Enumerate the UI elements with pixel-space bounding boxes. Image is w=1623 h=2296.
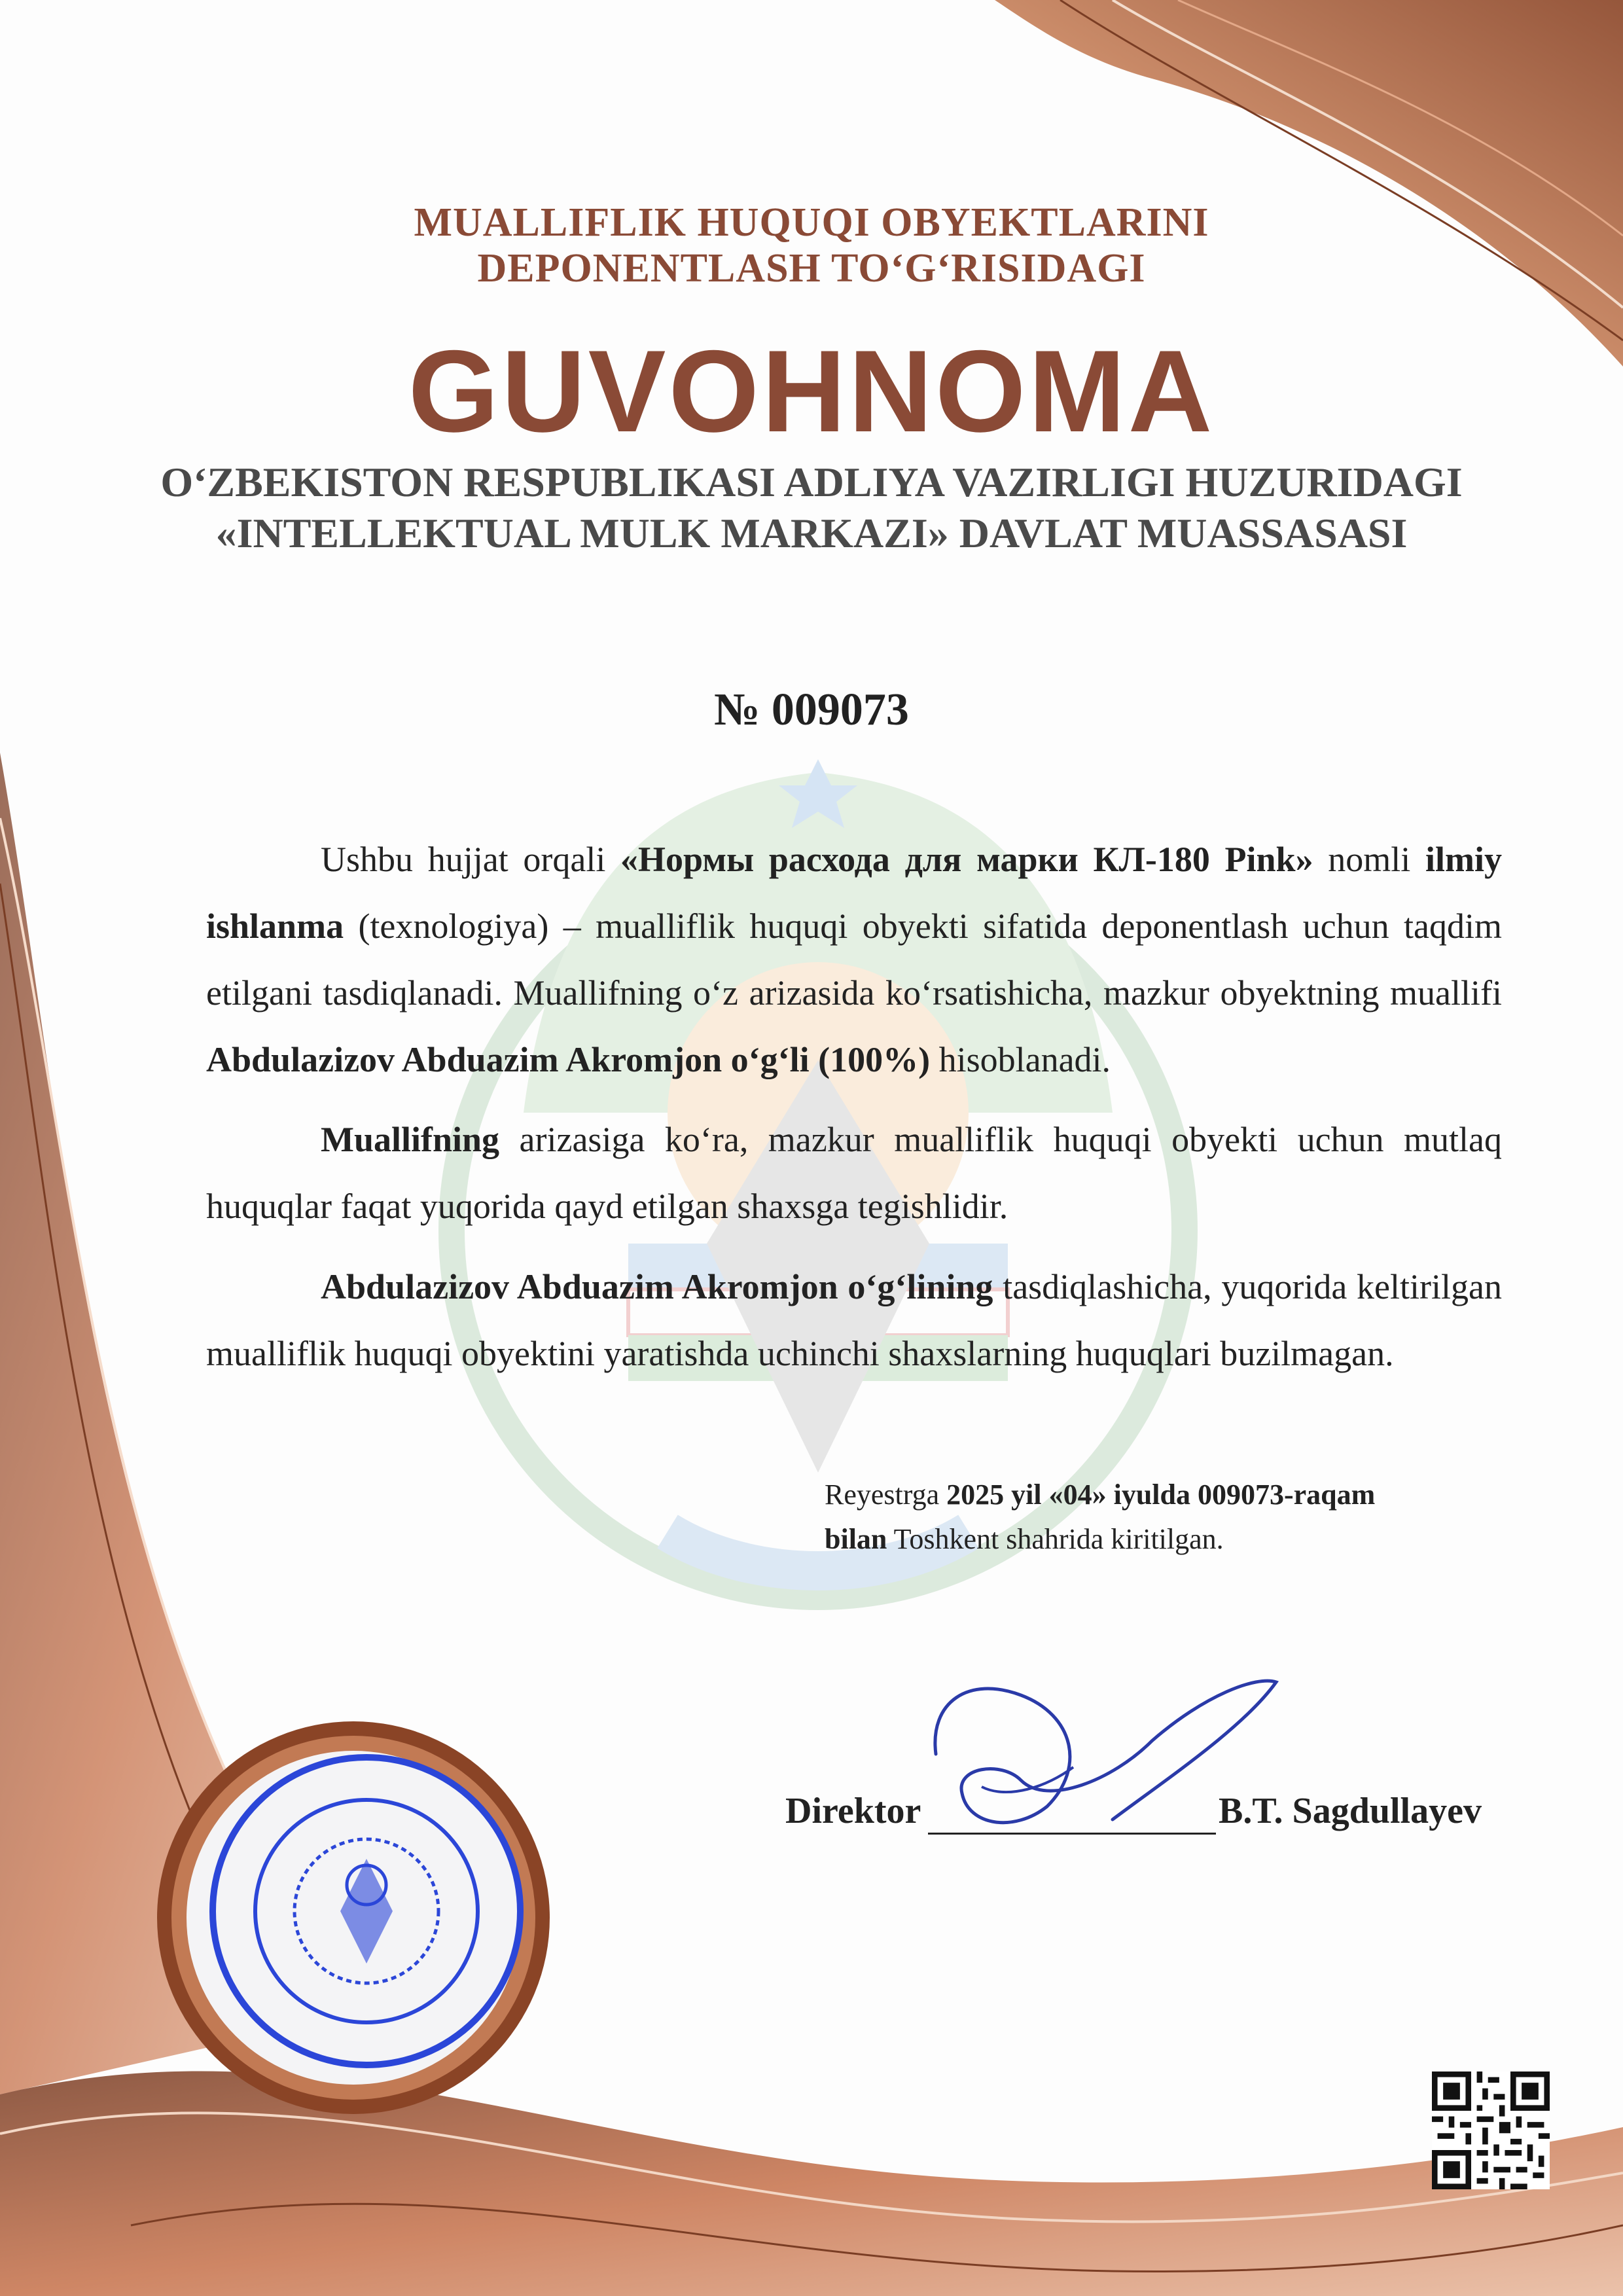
work-type: ilmiy ishlanma — [206, 840, 1502, 946]
p2-text: arizasiga ko‘ra, mazkur mualliflik huquqi obyekti uchun mutlaq huquqlar faqat yuqorida qayd etilgan shaxsga tegishlidir. — [206, 1120, 1502, 1226]
paragraph-1 — [206, 826, 1502, 1093]
director-label: Direktor — [785, 1791, 921, 1831]
p3-text: tasdiqlashicha, yuqorida keltirilgan mualliflik huquqi obyektini yaratishda uchinchi shaxslarning huquqlari buzilmagan. — [206, 1267, 1502, 1373]
registry-date: 2025 yil «04» iyulda 009073-raqam — [946, 1479, 1376, 1511]
p1-text-d: hisoblanadi. — [930, 1040, 1111, 1079]
author-name: Abdulazizov Abduazim Akromjon o‘g‘li (100%) — [206, 1040, 931, 1079]
registry-note — [825, 1473, 1479, 1562]
p2-bold: Muallifning — [321, 1120, 500, 1159]
organization-line-1: O‘ZBEKISTON RESPUBLIKASI ADLIYA VAZIRLIGI HUZURIDAGI — [160, 459, 1463, 505]
top-right-swoosh — [995, 0, 1623, 367]
registry-prefix: Reyestrga — [825, 1479, 947, 1511]
p3-bold: Abdulazizov Abduazim Akromjon o‘g‘lining — [321, 1267, 993, 1306]
p1-text-c: (texnologiya) – mualliflik huquqi obyekti sifatida deponentlash uchun taqdim etilgani tasdiqlanadi. Muallifning o‘z arizasida ko‘rsatishicha, mazkur obyektning muallifi — [206, 906, 1502, 1013]
header-line-1: MUALLIFLIK HUQUQI OBYEKTLARINI — [414, 200, 1209, 245]
qr-code — [1432, 2072, 1550, 2189]
p1-text-a: Ushbu hujjat orqali — [321, 840, 621, 879]
document-title: GUVOHNOMA — [408, 326, 1215, 456]
p1-text-b: nomli — [1313, 840, 1425, 879]
registry-bilan: bilan — [825, 1523, 887, 1555]
stamp-medallion — [157, 1721, 550, 2114]
director-name: B.T. Sagdullayev — [1219, 1791, 1482, 1831]
paragraph-3 — [206, 1253, 1502, 1387]
signature-line — [928, 1833, 1216, 1835]
registry-suffix: Toshkent shahrida kiritilgan. — [887, 1523, 1224, 1555]
certificate-number: № 009073 — [714, 685, 909, 735]
organization-line-2: «INTELLEKTUAL MULK MARKAZI» DAVLAT MUASSASASI — [215, 510, 1408, 556]
paragraph-2 — [206, 1106, 1502, 1240]
work-title: «Нормы расхода для марки КЛ-180 Pink» — [620, 840, 1313, 879]
bottom-swoosh — [0, 2071, 1623, 2296]
header-line-2: DEPONENTLASH TO‘G‘RISIDAGI — [477, 246, 1146, 291]
